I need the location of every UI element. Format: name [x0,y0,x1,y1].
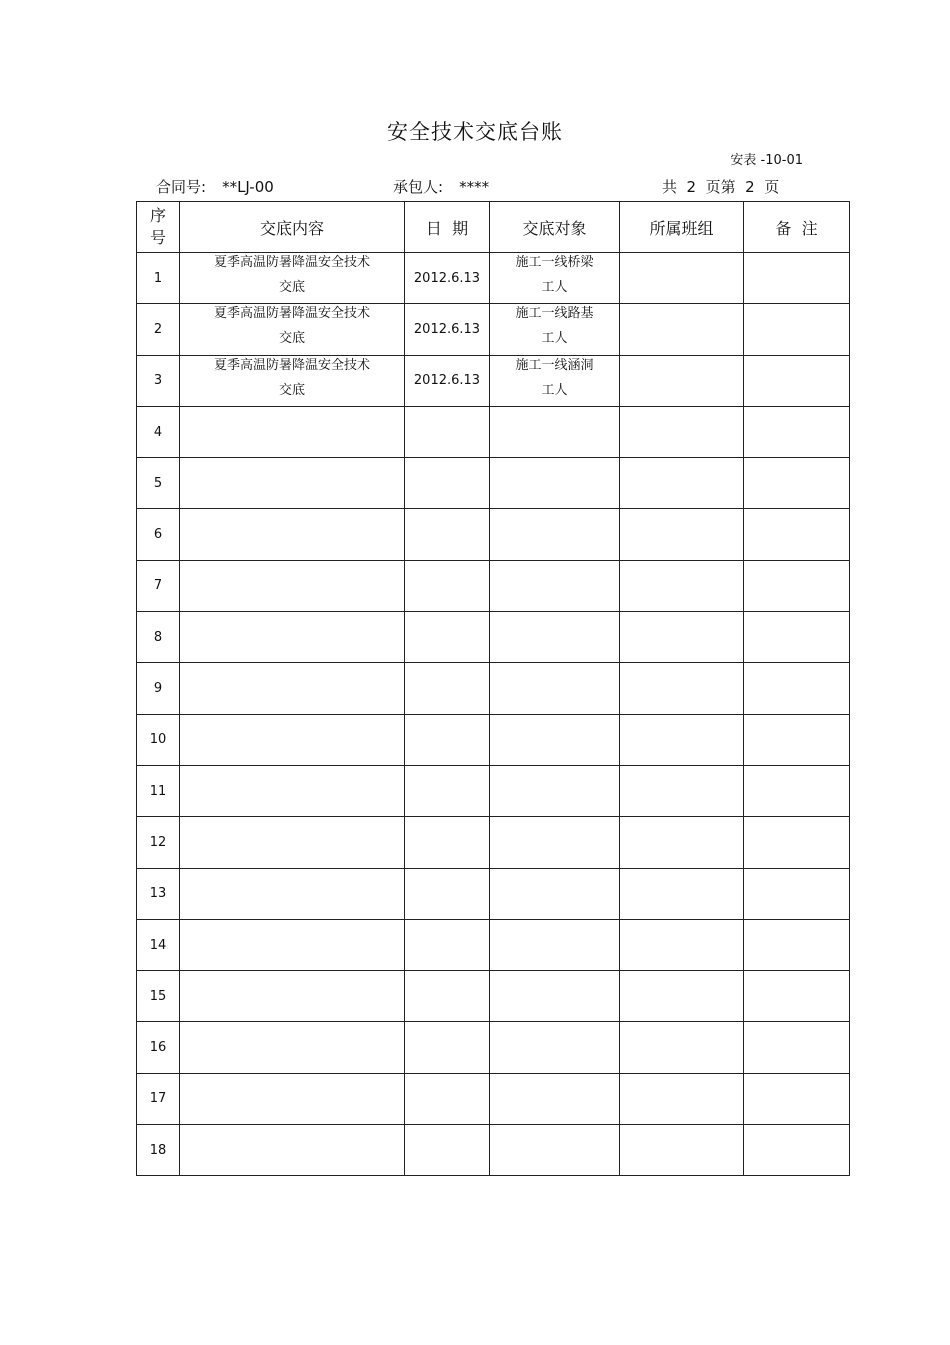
row-content-text: 夏季高温防暑降温安全技术 交底 [213,306,370,347]
row-content [180,1022,405,1073]
row-team [620,714,744,765]
table-row [137,1073,850,1124]
row-remark [744,919,850,970]
contractor-label: 承包人: [393,178,444,196]
row-content [180,868,405,919]
row-content [180,612,405,663]
row-content [180,560,405,611]
table-row [137,971,850,1022]
row-content [180,458,405,509]
row-team [620,560,744,611]
header-seq [137,202,180,253]
row-remark [744,355,850,406]
row-team [620,868,744,919]
row-team [620,1022,744,1073]
form-code: 安表 -10-01 [730,153,803,168]
row-date [405,663,490,714]
row-content-text: 夏季高温防暑降温安全技术 交底 [213,357,370,398]
row-team [620,971,744,1022]
row-target [490,919,620,970]
row-number: 5 [137,458,180,509]
row-date [405,406,490,457]
row-remark [744,663,850,714]
row-date [405,1125,490,1176]
page-count: 共 2 页第 2 页 [662,178,780,196]
header-team: 所属班组 [620,202,744,253]
row-date [405,612,490,663]
table-row [137,458,850,509]
row-remark [744,612,850,663]
row-content [180,253,405,304]
row-team [620,919,744,970]
row-content [180,765,405,816]
row-target [490,817,620,868]
row-team [620,406,744,457]
row-date: 2012.6.13 [405,304,490,355]
row-number: 14 [137,919,180,970]
row-number: 11 [137,765,180,816]
row-number: 4 [137,406,180,457]
table-row [137,560,850,611]
row-target [490,253,620,304]
page-title: 安全技术交底台账 [387,120,563,144]
row-content [180,1125,405,1176]
table-row [137,868,850,919]
table-row [137,919,850,970]
table-row [137,304,850,355]
row-team [620,355,744,406]
row-remark [744,714,850,765]
row-number: 8 [137,612,180,663]
row-date [405,458,490,509]
row-content [180,406,405,457]
row-date [405,1073,490,1124]
row-target [490,355,620,406]
header-date: 日 期 [405,202,490,253]
row-number: 13 [137,868,180,919]
table-row [137,663,850,714]
row-remark [744,253,850,304]
row-content [180,509,405,560]
row-content [180,714,405,765]
row-content [180,817,405,868]
row-team [620,253,744,304]
row-target-text: 施工一线桥梁 工人 [515,255,594,296]
table-row [137,406,850,457]
row-remark [744,1073,850,1124]
row-target [490,1073,620,1124]
row-target [490,304,620,355]
row-content [180,663,405,714]
row-remark [744,458,850,509]
row-content [180,304,405,355]
row-target [490,612,620,663]
table-row [137,612,850,663]
row-target [490,663,620,714]
row-number: 17 [137,1073,180,1124]
row-remark [744,1022,850,1073]
row-content [180,919,405,970]
table-row [137,817,850,868]
row-number: 2 [137,304,180,355]
row-target [490,714,620,765]
row-team [620,1125,744,1176]
row-content [180,355,405,406]
row-team [620,509,744,560]
row-date [405,560,490,611]
row-number: 3 [137,355,180,406]
row-target-text: 施工一线路基 工人 [515,306,594,347]
table-row [137,1125,850,1176]
row-date [405,714,490,765]
row-content-text: 夏季高温防暑降温安全技术 交底 [213,255,370,296]
row-target [490,1022,620,1073]
table-row [137,714,850,765]
row-target [490,868,620,919]
row-team [620,817,744,868]
row-number: 18 [137,1125,180,1176]
row-number: 9 [137,663,180,714]
contract-value: **LJ-00 [222,178,274,196]
row-number: 10 [137,714,180,765]
header-remark: 备 注 [744,202,850,253]
row-target [490,971,620,1022]
row-content [180,971,405,1022]
row-target [490,560,620,611]
row-date [405,919,490,970]
row-team [620,663,744,714]
table-row [137,355,850,406]
row-remark [744,1125,850,1176]
row-remark [744,868,850,919]
row-team [620,304,744,355]
row-date [405,509,490,560]
table-row [137,1022,850,1073]
row-team [620,612,744,663]
row-date [405,765,490,816]
header-row [137,202,850,253]
row-target-text: 施工一线涵洞 工人 [515,357,594,398]
table-row [137,765,850,816]
row-team [620,1073,744,1124]
row-remark [744,971,850,1022]
row-number: 6 [137,509,180,560]
header-seq-label: 序 号 [149,206,166,247]
row-number: 15 [137,971,180,1022]
row-date: 2012.6.13 [405,355,490,406]
row-number: 1 [137,253,180,304]
row-remark [744,304,850,355]
row-remark [744,560,850,611]
row-date [405,868,490,919]
row-number: 7 [137,560,180,611]
row-target [490,406,620,457]
row-team [620,765,744,816]
ledger-table [136,201,850,1176]
row-number: 16 [137,1022,180,1073]
row-team [620,458,744,509]
row-date [405,817,490,868]
table-row [137,509,850,560]
row-date [405,971,490,1022]
row-date [405,1022,490,1073]
row-target [490,1125,620,1176]
row-content [180,1073,405,1124]
row-remark [744,765,850,816]
row-target [490,509,620,560]
contractor-value: **** [459,178,490,196]
row-number: 12 [137,817,180,868]
header-target: 交底对象 [490,202,620,253]
row-target [490,458,620,509]
header-content: 交底内容 [180,202,405,253]
row-remark [744,406,850,457]
contract-number [156,176,274,197]
row-date: 2012.6.13 [405,253,490,304]
row-remark [744,817,850,868]
row-remark [744,509,850,560]
contract-label: 合同号: [156,178,207,196]
table-row [137,253,850,304]
row-target [490,765,620,816]
contractor [393,176,489,197]
